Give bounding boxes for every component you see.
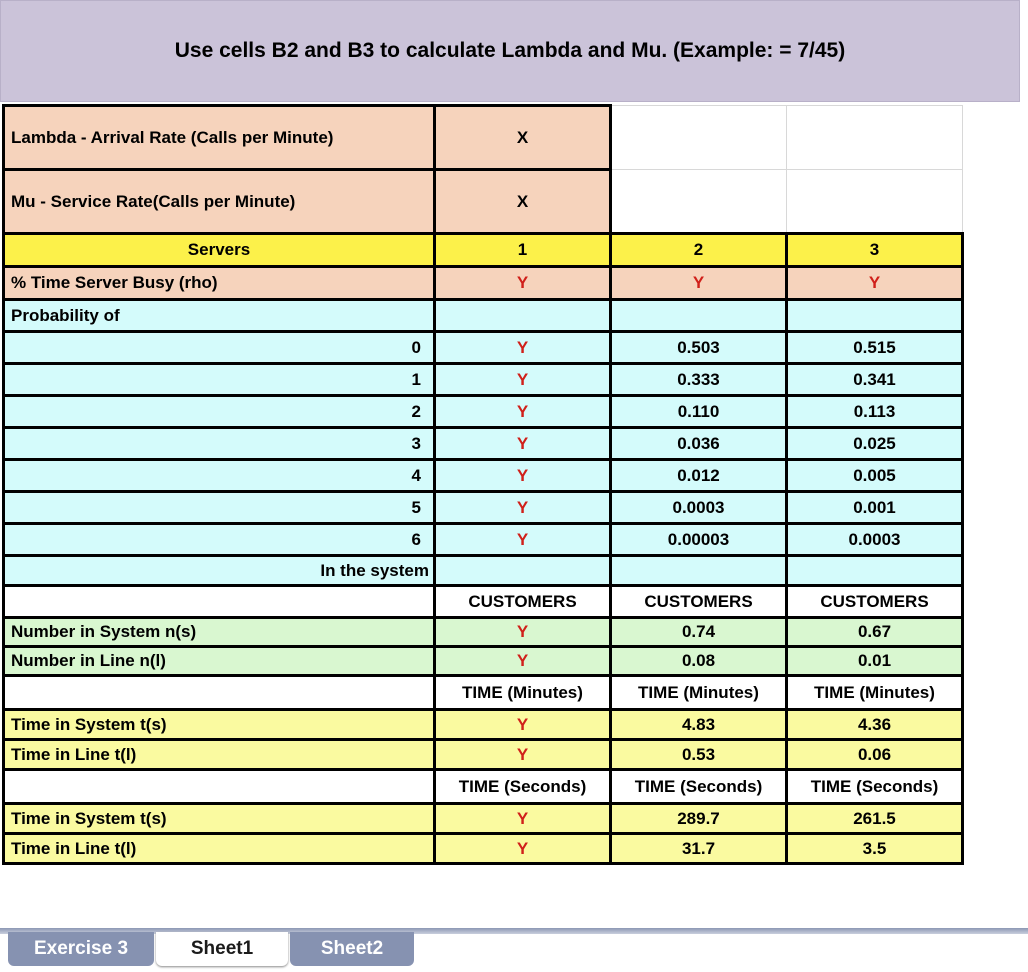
prob-value[interactable]: 0.113	[787, 396, 963, 428]
prob-value[interactable]: 0.001	[787, 492, 963, 524]
lambda-input-cell[interactable]: X	[435, 106, 611, 170]
tab-sheet2[interactable]: Sheet2	[290, 932, 414, 966]
time-minutes-row-label[interactable]: Time in System t(s)	[4, 710, 435, 740]
tab-exercise-3[interactable]: Exercise 3	[8, 932, 154, 966]
time-minutes-value[interactable]: 4.36	[787, 710, 963, 740]
time-minutes-value[interactable]: 4.83	[611, 710, 787, 740]
empty-cell[interactable]	[611, 170, 787, 234]
time-seconds-value[interactable]: Y	[435, 804, 611, 834]
sheet-tab-bar	[0, 928, 1028, 972]
prob-value[interactable]: 0.025	[787, 428, 963, 460]
rho-value[interactable]: Y	[435, 267, 611, 300]
time-seconds-header[interactable]: TIME (Seconds)	[611, 770, 787, 804]
prob-n[interactable]: 5	[4, 492, 435, 524]
in-system-label[interactable]: In the system	[4, 556, 435, 586]
lambda-label[interactable]: Lambda - Arrival Rate (Calls per Minute)	[4, 106, 435, 170]
rho-value[interactable]: Y	[787, 267, 963, 300]
prob-value[interactable]: 0.333	[611, 364, 787, 396]
time-minutes-value[interactable]: Y	[435, 740, 611, 770]
prob-value[interactable]: Y	[435, 332, 611, 364]
mu-label[interactable]: Mu - Service Rate(Calls per Minute)	[4, 170, 435, 234]
time-seconds-row-label[interactable]: Time in Line t(l)	[4, 834, 435, 864]
time-minutes-header[interactable]: TIME (Minutes)	[611, 676, 787, 710]
time-minutes-row-label[interactable]: Time in Line t(l)	[4, 740, 435, 770]
prob-value[interactable]: 0.515	[787, 332, 963, 364]
prob-n[interactable]: 1	[4, 364, 435, 396]
customers-value[interactable]: Y	[435, 618, 611, 647]
time-minutes-header[interactable]: TIME (Minutes)	[435, 676, 611, 710]
empty-cell[interactable]	[4, 586, 435, 618]
customers-header[interactable]: CUSTOMERS	[435, 586, 611, 618]
prob-value[interactable]: 0.005	[787, 460, 963, 492]
server-col-2[interactable]: 2	[611, 234, 787, 267]
time-seconds-value[interactable]: Y	[435, 834, 611, 864]
rho-label[interactable]: % Time Server Busy (rho)	[4, 267, 435, 300]
customers-value[interactable]: 0.67	[787, 618, 963, 647]
prob-value[interactable]: Y	[435, 524, 611, 556]
prob-value[interactable]: 0.110	[611, 396, 787, 428]
prob-value[interactable]: 0.0003	[611, 492, 787, 524]
time-seconds-header[interactable]: TIME (Seconds)	[787, 770, 963, 804]
time-seconds-header[interactable]: TIME (Seconds)	[435, 770, 611, 804]
prob-value[interactable]: Y	[435, 428, 611, 460]
mu-input-cell[interactable]: X	[435, 170, 611, 234]
time-minutes-header[interactable]: TIME (Minutes)	[787, 676, 963, 710]
customers-value[interactable]: 0.01	[787, 647, 963, 676]
prob-value[interactable]: 0.00003	[611, 524, 787, 556]
customers-value[interactable]: 0.08	[611, 647, 787, 676]
prob-value[interactable]: 0.503	[611, 332, 787, 364]
time-minutes-value[interactable]: 0.53	[611, 740, 787, 770]
prob-n[interactable]: 4	[4, 460, 435, 492]
empty-cell[interactable]	[435, 300, 611, 332]
customers-header[interactable]: CUSTOMERS	[611, 586, 787, 618]
prob-value[interactable]: Y	[435, 364, 611, 396]
servers-label[interactable]: Servers	[4, 234, 435, 267]
prob-value[interactable]: 0.012	[611, 460, 787, 492]
empty-cell[interactable]	[787, 300, 963, 332]
prob-value[interactable]: Y	[435, 396, 611, 428]
instruction-banner[interactable]: Use cells B2 and B3 to calculate Lambda and Mu. (Example: = 7/45)	[0, 0, 1020, 102]
prob-value[interactable]: Y	[435, 492, 611, 524]
time-seconds-value[interactable]: 3.5	[787, 834, 963, 864]
empty-cell[interactable]	[435, 556, 611, 586]
time-seconds-value[interactable]: 31.7	[611, 834, 787, 864]
queue-model-sheet	[2, 104, 964, 865]
server-col-1[interactable]: 1	[435, 234, 611, 267]
tab-sheet1[interactable]: Sheet1	[156, 932, 288, 966]
time-minutes-value[interactable]: 0.06	[787, 740, 963, 770]
prob-value[interactable]: 0.341	[787, 364, 963, 396]
prob-n[interactable]: 6	[4, 524, 435, 556]
empty-cell[interactable]	[787, 170, 963, 234]
customers-row-label[interactable]: Number in Line n(l)	[4, 647, 435, 676]
customers-row-label[interactable]: Number in System n(s)	[4, 618, 435, 647]
empty-cell[interactable]	[4, 676, 435, 710]
empty-cell[interactable]	[787, 556, 963, 586]
server-col-3[interactable]: 3	[787, 234, 963, 267]
empty-cell[interactable]	[787, 106, 963, 170]
prob-value[interactable]: Y	[435, 460, 611, 492]
time-seconds-value[interactable]: 261.5	[787, 804, 963, 834]
empty-cell[interactable]	[4, 770, 435, 804]
tab-strip-divider	[0, 928, 1028, 934]
probability-label[interactable]: Probability of	[4, 300, 435, 332]
prob-value[interactable]: 0.036	[611, 428, 787, 460]
prob-n[interactable]: 3	[4, 428, 435, 460]
customers-value[interactable]: Y	[435, 647, 611, 676]
time-minutes-value[interactable]: Y	[435, 710, 611, 740]
customers-value[interactable]: 0.74	[611, 618, 787, 647]
rho-value[interactable]: Y	[611, 267, 787, 300]
prob-value[interactable]: 0.0003	[787, 524, 963, 556]
prob-n[interactable]: 0	[4, 332, 435, 364]
prob-n[interactable]: 2	[4, 396, 435, 428]
time-seconds-row-label[interactable]: Time in System t(s)	[4, 804, 435, 834]
time-seconds-value[interactable]: 289.7	[611, 804, 787, 834]
empty-cell[interactable]	[611, 300, 787, 332]
empty-cell[interactable]	[611, 106, 787, 170]
empty-cell[interactable]	[611, 556, 787, 586]
customers-header[interactable]: CUSTOMERS	[787, 586, 963, 618]
